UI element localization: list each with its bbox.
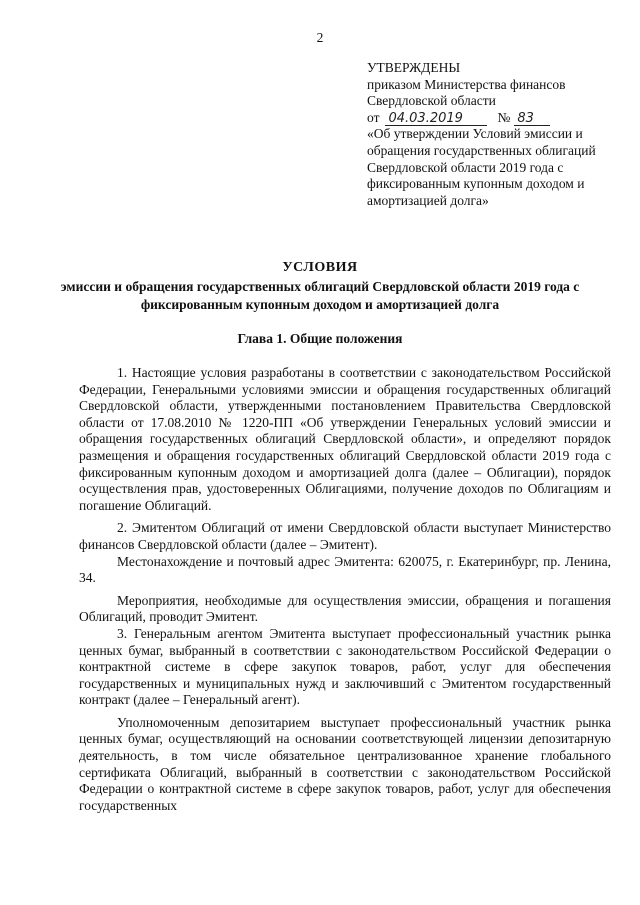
approval-block (367, 60, 605, 209)
paragraph-3: Местонахождение и почтовый адрес Эмитента: 620075, г. Екатеринбург, пр. Ленина, 34. (79, 553, 611, 586)
paragraph-6: Уполномоченным депозитарием выступает профессиональный участник рынка ценных бумаг, осуществляющий на основании соответствующей лицензии депозитарную деятельность, в том числе обязательное централизованное хранение глобального сертификата Облигаций, выбранный в соответствии с законодательством Российской Федерации о контрактной системе в сфере закупок товаров, работ, услуг для обеспечения государственных (79, 714, 611, 813)
paragraph-5: 3. Генеральным агентом Эмитента выступает профессиональный участник рынка ценных бумаг, выбранный в соответствии с законодательством Российской Федерации о контрактной системе в сфере закупок товаров, работ, услуг для обеспечения государственных и муниципальных нужд и заключивший с Эмитентом государственный контракт (далее – Генеральный агент). (79, 625, 611, 708)
chapter-title: Глава 1. Общие положения (237, 331, 403, 346)
handwritten-number: 83 (514, 112, 550, 126)
order-title: «Об утверждении Условий эмиссии и обращения государственных облигаций Свердловской области 2019 года с фиксированным купонным доходом и амортизацией долга» (367, 126, 596, 208)
document-body (79, 365, 611, 814)
approval-heading: УТВЕРЖДЕНЫ (367, 60, 461, 75)
page-number: 2 (316, 30, 324, 45)
document-title: УСЛОВИЯ (282, 260, 358, 275)
approval-line-2: Свердловской области (367, 93, 496, 109)
paragraph-1: 1. Настоящие условия разработаны в соответствии с законодательством Российской Федерации, Генеральными условиями эмиссии и обращения государственных облигаций Свердловской области, утвержденными постановлением Правительства Свердловской области от 17.08.2010 № 1220-ПП «Об утверждении Генеральных условий эмиссии и обращения государственных облигаций Свердловской области», и определяют порядок размещения и обращения государственных облигаций Свердловской области 2019 года с фиксированным купонным доходом и амортизацией долга (далее – Облигации), порядок осуществления прав, удостоверенных Облигациями, получение доходов по Облигациям и погашение Облигаций. (79, 365, 611, 513)
order-date-line (367, 110, 605, 127)
handwritten-date: 04.03.2019 (385, 112, 487, 126)
number-label: № (497, 109, 511, 125)
paragraph-2: 2. Эмитентом Облигаций от имени Свердловской области выступает Министерство финансов Свердловской области (далее – Эмитент). (79, 520, 611, 552)
paragraph-4: Мероприятия, необходимые для осуществления эмиссии, обращения и погашения Облигаций, проводит Эмитент. (79, 592, 611, 625)
approval-line-1: приказом Министерства финансов (367, 76, 566, 92)
date-prefix: от (367, 109, 380, 125)
document-subtitle: эмиссии и обращения государственных облигаций Свердловской области 2019 года с фиксированным купонным доходом и амортизацией долга (60, 279, 580, 312)
